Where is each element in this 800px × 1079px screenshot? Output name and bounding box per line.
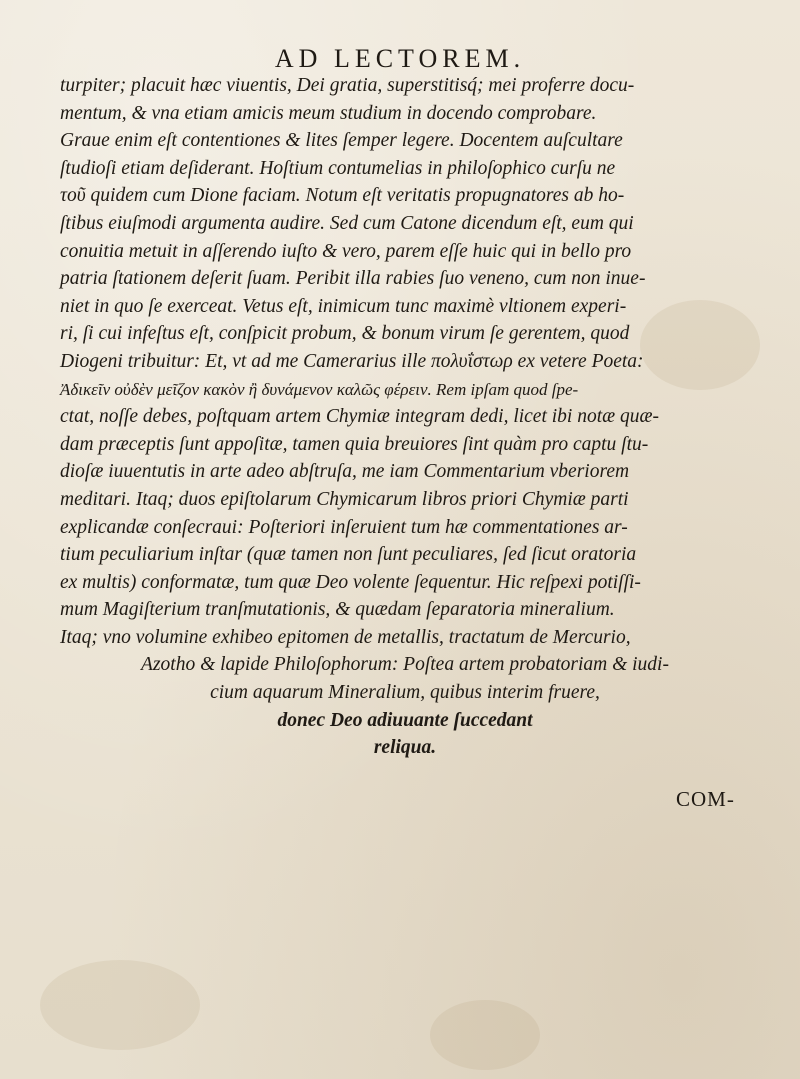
text-line: ctat, noſſe debes, poſtquam artem Chymiæ integram dedi, licet ibi notæ quæ-	[60, 406, 660, 428]
text-line: ex multis) conformatæ, tum quæ Deo volente ſequentur. Hic reſpexi potiſſi-	[60, 571, 641, 593]
catchword: COM-	[676, 787, 735, 811]
text-line: turpiter; placuit hæc viuentis, Dei gratia, superstitisq́; mei proferre docu-	[60, 75, 635, 96]
text-line: dioſæ iuuentutis in arte adeo abſtruſa, me iam Commentarium vberiorem	[60, 461, 630, 483]
paper-stain	[40, 960, 200, 1050]
text-line: donec Deo adiuuante ſuccedant	[277, 709, 533, 731]
text-line: mum Magiſterium tranſmutationis, & quædam ſeparatoria mineralium.	[60, 599, 615, 621]
text-line: reliqua.	[373, 737, 437, 759]
text-line: Azotho & lapide Philoſophorum: Poſtea artem probatoriam & iudi-	[141, 654, 669, 676]
text-line: tium peculiarium inſtar (quæ tamen non ſunt peculiares, ſed ſicut oratoria	[60, 544, 637, 566]
text-line: patria ſtationem deſerit ſuam. Peribit illa rabies ſuo veneno, cum non inue-	[60, 268, 646, 290]
text-line: cium aquarum Mineralium, quibus interim fruere,	[210, 682, 600, 704]
text-line: mentum, & vna etiam amicis meum studium in docendo comprobare.	[60, 102, 597, 124]
running-head: AD LECTOREM.	[274, 44, 526, 73]
text-line: meditari. Itaq; duos epiſtolarum Chymicarum libros priori Chymiæ parti	[60, 488, 629, 510]
paper-stain	[430, 1000, 540, 1070]
text-line: τοῦ quidem cum Dione faciam. Notum eſt veritatis propugnatores ab ho-	[60, 185, 625, 207]
text-line: Diogeni tribuitur: Et, vt ad me Camerarius ille πολυΐστωρ ex vetere Poeta:	[60, 350, 644, 372]
text-line: Graue enim eſt contentiones & lites ſemper legere. Docentem auſcultare	[60, 130, 623, 152]
text-line: explicandæ conſecraui: Poſteriori inſeruient tum hæ commentationes ar-	[60, 516, 628, 538]
text-line: ſtibus eiuſmodi argumenta audire. Sed cum Catone dicendum eſt, eum qui	[60, 212, 634, 234]
body-text	[60, 72, 750, 762]
text-line: dam præceptis ſunt appoſitæ, tamen quia breuiores ſint quàm pro captu ſtu-	[60, 433, 649, 455]
text-line: Itaq; vno volumine exhibeo epitomen de metallis, tractatum de Mercurio,	[60, 626, 631, 648]
text-line: ſtudioſi etiam deſiderant. Hoſtium contumelias in philoſophico curſu ne	[60, 157, 616, 179]
text-line: conuitia metuit in aſſerendo iuſto & vero, parem eſſe huic qui in bello pro	[60, 240, 632, 262]
text-line: niet in quo ſe exerceat. Vetus eſt, inimicum tunc maximè vltionem experi-	[60, 295, 627, 317]
text-line: ri, ſi cui infeſtus eſt, conſpicit probum, & bonum virum ſe gerentem, quod	[60, 323, 630, 345]
text-line: Ἀδικεῖν οὐδὲν μεῖζον κακὸν ἢ δυνάμενον καλῶς φέρειν. Rem ipſam quod ſpe-	[60, 379, 579, 399]
